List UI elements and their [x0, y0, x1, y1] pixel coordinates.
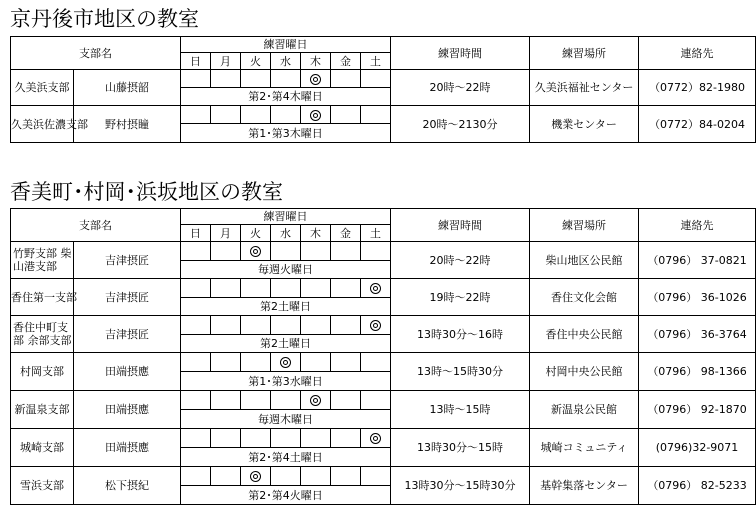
weekday-header: 日	[181, 225, 211, 242]
day-mark-cell	[181, 316, 211, 335]
weekday-header: 火	[241, 53, 271, 70]
weekday-header: 木	[301, 225, 331, 242]
day-mark-cell	[241, 391, 271, 410]
day-mark-cell	[331, 106, 361, 124]
contact-phone: （0796） 92-1870	[639, 391, 756, 429]
day-mark-cell	[301, 106, 331, 124]
header-branch: 支部名	[11, 37, 181, 70]
table-row	[11, 391, 756, 410]
header-row	[11, 37, 756, 53]
day-mark-cell	[241, 70, 271, 88]
day-mark-cell	[241, 353, 271, 372]
header-practice-days: 練習曜日	[181, 37, 391, 53]
contact-phone: （0772）84-0204	[639, 106, 756, 143]
day-mark-cell	[211, 316, 241, 335]
schedule-table-kami-muraoka-hamasaka	[10, 208, 756, 505]
header-practice-place: 練習場所	[530, 37, 639, 70]
day-mark-cell	[301, 316, 331, 335]
practice-time: 13時～15時	[391, 391, 530, 429]
weekday-header: 月	[211, 53, 241, 70]
double-circle-icon	[370, 433, 381, 444]
day-mark-cell	[271, 70, 301, 88]
day-mark-cell	[271, 391, 301, 410]
teacher-name: 山藤摂韶	[74, 70, 181, 106]
teacher-name: 田端摂應	[74, 353, 181, 391]
table-row	[11, 353, 756, 372]
weekday-header: 月	[211, 225, 241, 242]
double-circle-icon	[370, 320, 381, 331]
day-mark-cell	[301, 467, 331, 486]
weekday-header: 水	[271, 53, 301, 70]
day-mark-cell	[301, 242, 331, 261]
table-row	[11, 429, 756, 448]
branch-name: 雪浜支部	[11, 467, 74, 505]
header-practice-time: 練習時間	[391, 209, 530, 242]
practice-place: 村岡中央公民館	[530, 353, 639, 391]
practice-place: 機業センター	[530, 106, 639, 143]
table-row	[11, 242, 756, 261]
branch-name: 久美浜佐濃支部	[11, 106, 74, 143]
section-title-kyotango: 京丹後市地区の教室	[10, 7, 199, 31]
day-mark-cell	[361, 279, 391, 298]
day-mark-cell	[271, 242, 301, 261]
day-mark-cell	[361, 467, 391, 486]
weekday-header: 金	[331, 53, 361, 70]
branch-name: 竹野支部 柴山港支部	[11, 242, 74, 279]
day-mark-cell	[331, 242, 361, 261]
day-mark-cell	[331, 467, 361, 486]
branch-name: 久美浜支部	[11, 70, 74, 106]
contact-phone: （0796） 37-0821	[639, 242, 756, 279]
header-row	[11, 209, 756, 225]
header-branch: 支部名	[11, 209, 181, 242]
double-circle-icon	[250, 471, 261, 482]
day-mark-cell	[361, 391, 391, 410]
table-row	[11, 106, 756, 124]
weekday-header: 火	[241, 225, 271, 242]
day-mark-cell	[361, 242, 391, 261]
header-contact: 連絡先	[639, 209, 756, 242]
day-mark-cell	[361, 353, 391, 372]
practice-days-text: 第2･第4木曜日	[181, 88, 391, 106]
table-row	[11, 467, 756, 486]
contact-phone: （0796） 82-5233	[639, 467, 756, 505]
practice-time: 13時30分～15時30分	[391, 467, 530, 505]
double-circle-icon	[310, 395, 321, 406]
practice-place: 新温泉公民館	[530, 391, 639, 429]
section-title-kami-muraoka-hamasaka: 香美町･村岡･浜坂地区の教室	[10, 180, 283, 204]
day-mark-cell	[211, 242, 241, 261]
branch-name: 城崎支部	[11, 429, 74, 467]
practice-days-text: 第2土曜日	[181, 335, 391, 353]
practice-days-text: 第2･第4土曜日	[181, 448, 391, 467]
schedule-table-kyotango	[10, 36, 756, 143]
table-row	[11, 316, 756, 335]
teacher-name: 田端摂應	[74, 391, 181, 429]
practice-time: 19時～22時	[391, 279, 530, 316]
teacher-name: 松下摂紀	[74, 467, 181, 505]
practice-place: 久美浜福祉センター	[530, 70, 639, 106]
practice-time: 20時～22時	[391, 242, 530, 279]
weekday-header: 金	[331, 225, 361, 242]
day-mark-cell	[181, 70, 211, 88]
branch-name: 香住中町支部 余部支部	[11, 316, 74, 353]
day-mark-cell	[211, 106, 241, 124]
practice-time: 20時～22時	[391, 70, 530, 106]
contact-phone: （0772）82-1980	[639, 70, 756, 106]
teacher-name: 吉津摂匠	[74, 242, 181, 279]
day-mark-cell	[301, 279, 331, 298]
day-mark-cell	[301, 391, 331, 410]
branch-name: 香住第一支部	[11, 279, 74, 316]
day-mark-cell	[331, 316, 361, 335]
teacher-name: 吉津摂匠	[74, 279, 181, 316]
day-mark-cell	[241, 316, 271, 335]
practice-days-text: 毎週火曜日	[181, 261, 391, 279]
branch-name: 新温泉支部	[11, 391, 74, 429]
header-contact: 連絡先	[639, 37, 756, 70]
practice-days-text: 第2･第4火曜日	[181, 486, 391, 505]
day-mark-cell	[331, 279, 361, 298]
contact-phone: (0796)32-9071	[639, 429, 756, 467]
double-circle-icon	[370, 283, 381, 294]
double-circle-icon	[310, 74, 321, 85]
day-mark-cell	[211, 391, 241, 410]
practice-place: 基幹集落センター	[530, 467, 639, 505]
day-mark-cell	[361, 70, 391, 88]
day-mark-cell	[181, 429, 211, 448]
weekday-header: 木	[301, 53, 331, 70]
practice-place: 城崎コミュニティ	[530, 429, 639, 467]
contact-phone: （0796） 36-3764	[639, 316, 756, 353]
day-mark-cell	[331, 429, 361, 448]
day-mark-cell	[181, 279, 211, 298]
day-mark-cell	[331, 391, 361, 410]
header-practice-days: 練習曜日	[181, 209, 391, 225]
day-mark-cell	[271, 316, 301, 335]
day-mark-cell	[271, 106, 301, 124]
practice-days-text: 第1･第3水曜日	[181, 372, 391, 391]
contact-phone: （0796） 36-1026	[639, 279, 756, 316]
day-mark-cell	[271, 353, 301, 372]
day-mark-cell	[361, 429, 391, 448]
weekday-header: 土	[361, 53, 391, 70]
practice-place: 香住文化会館	[530, 279, 639, 316]
practice-time: 20時～2130分	[391, 106, 530, 143]
teacher-name: 田端摂應	[74, 429, 181, 467]
day-mark-cell	[211, 353, 241, 372]
table-row	[11, 70, 756, 88]
day-mark-cell	[331, 70, 361, 88]
contact-phone: （0796） 98-1366	[639, 353, 756, 391]
day-mark-cell	[181, 242, 211, 261]
teacher-name: 野村摂瞳	[74, 106, 181, 143]
weekday-header: 土	[361, 225, 391, 242]
day-mark-cell	[331, 353, 361, 372]
weekday-header: 水	[271, 225, 301, 242]
day-mark-cell	[211, 429, 241, 448]
day-mark-cell	[211, 70, 241, 88]
header-practice-place: 練習場所	[530, 209, 639, 242]
day-mark-cell	[361, 316, 391, 335]
teacher-name: 吉津摂匠	[74, 316, 181, 353]
day-mark-cell	[181, 391, 211, 410]
practice-days-text: 毎週木曜日	[181, 410, 391, 429]
practice-time: 13時30分～15時	[391, 429, 530, 467]
practice-time: 13時～15時30分	[391, 353, 530, 391]
day-mark-cell	[181, 467, 211, 486]
double-circle-icon	[310, 110, 321, 121]
table-row	[11, 279, 756, 298]
day-mark-cell	[301, 70, 331, 88]
day-mark-cell	[241, 467, 271, 486]
day-mark-cell	[271, 467, 301, 486]
day-mark-cell	[241, 106, 271, 124]
branch-name: 村岡支部	[11, 353, 74, 391]
day-mark-cell	[241, 429, 271, 448]
day-mark-cell	[271, 279, 301, 298]
day-mark-cell	[241, 279, 271, 298]
weekday-header: 日	[181, 53, 211, 70]
day-mark-cell	[301, 429, 331, 448]
practice-time: 13時30分～16時	[391, 316, 530, 353]
practice-days-text: 第2土曜日	[181, 298, 391, 316]
day-mark-cell	[211, 279, 241, 298]
day-mark-cell	[301, 353, 331, 372]
double-circle-icon	[280, 357, 291, 368]
practice-days-text: 第1･第3木曜日	[181, 124, 391, 143]
day-mark-cell	[361, 106, 391, 124]
day-mark-cell	[241, 242, 271, 261]
day-mark-cell	[271, 429, 301, 448]
practice-place: 柴山地区公民館	[530, 242, 639, 279]
day-mark-cell	[211, 467, 241, 486]
day-mark-cell	[181, 106, 211, 124]
day-mark-cell	[181, 353, 211, 372]
header-practice-time: 練習時間	[391, 37, 530, 70]
double-circle-icon	[250, 246, 261, 257]
practice-place: 香住中央公民館	[530, 316, 639, 353]
